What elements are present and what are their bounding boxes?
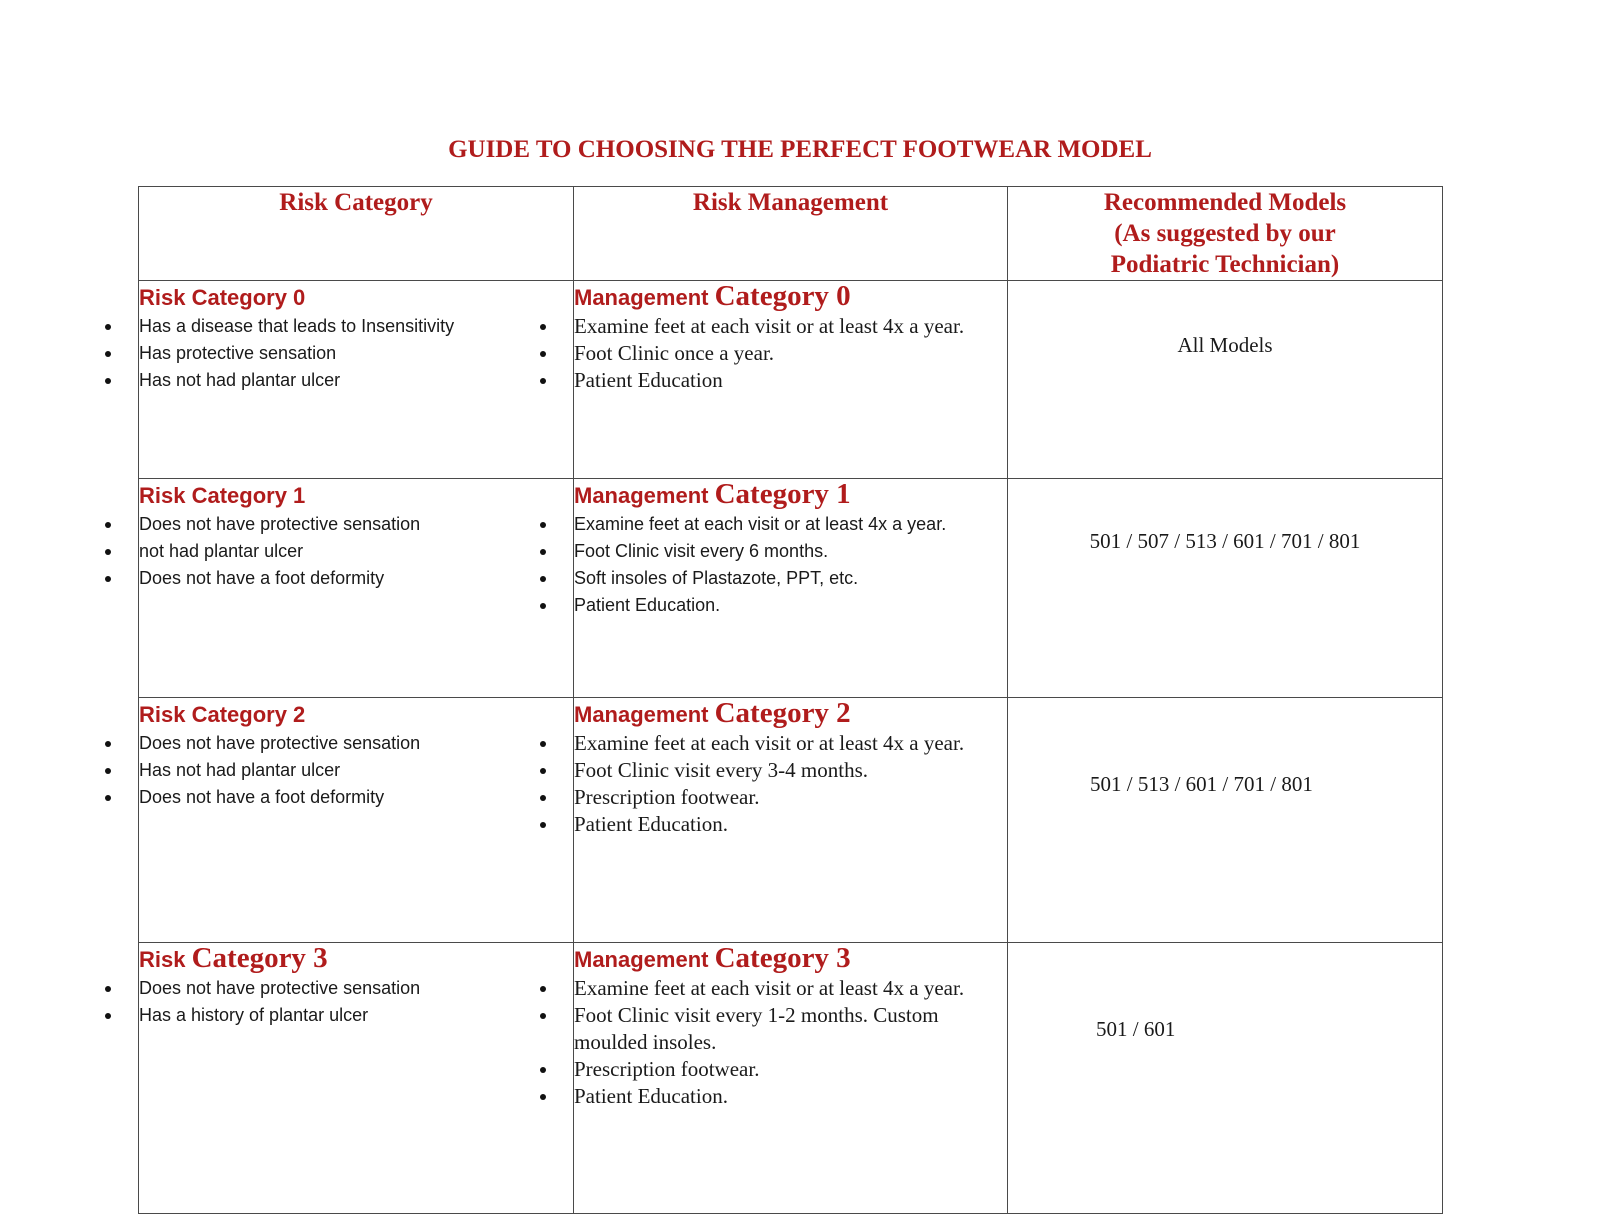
list-item: Has a history of plantar ulcer bbox=[139, 1002, 573, 1029]
list-item: Has a disease that leads to Insensitivity bbox=[139, 313, 573, 340]
table-row bbox=[139, 698, 1443, 943]
risk-category-heading: Risk Category 2 bbox=[139, 702, 306, 727]
list-item: not had plantar ulcer bbox=[139, 538, 573, 565]
footwear-guide-table bbox=[138, 186, 1443, 1214]
list-item: Foot Clinic visit every 6 months. bbox=[574, 538, 995, 565]
models-cell bbox=[1008, 479, 1443, 698]
list-item: Patient Education. bbox=[574, 811, 995, 838]
table-row bbox=[139, 281, 1443, 479]
document-title: GUIDE TO CHOOSING THE PERFECT FOOTWEAR MODEL bbox=[448, 136, 1152, 163]
header-risk-category: Risk Category bbox=[139, 187, 574, 281]
list-item: Patient Education bbox=[574, 367, 995, 394]
management-category-heading: Management Category 1 bbox=[574, 478, 851, 510]
management-steps-list bbox=[574, 313, 1007, 394]
list-item: Does not have a foot deformity bbox=[139, 784, 573, 811]
models-cell bbox=[1008, 698, 1443, 943]
list-item: Examine feet at each visit or at least 4x a year. bbox=[574, 730, 995, 757]
risk-category-heading: Risk Category 1 bbox=[139, 483, 306, 508]
list-item: Foot Clinic visit every 3-4 months. bbox=[574, 757, 995, 784]
table-row bbox=[139, 479, 1443, 698]
list-item: Has protective sensation bbox=[139, 340, 573, 367]
risk-cell bbox=[139, 698, 574, 943]
risk-cell bbox=[139, 281, 574, 479]
risk-category-heading: Risk Category 0 bbox=[139, 285, 306, 310]
management-cell bbox=[574, 698, 1008, 943]
management-steps-list bbox=[574, 975, 1007, 1110]
risk-criteria-list bbox=[139, 975, 573, 1029]
list-item: Examine feet at each visit or at least 4x a year. bbox=[574, 313, 995, 340]
management-category-heading: Management Category 2 bbox=[574, 697, 851, 729]
risk-criteria-list bbox=[139, 730, 573, 811]
management-steps-list bbox=[574, 730, 1007, 838]
management-cell bbox=[574, 281, 1008, 479]
list-item: Does not have protective sensation bbox=[139, 511, 573, 538]
list-item: Does not have protective sensation bbox=[139, 730, 573, 757]
list-item: Does not have a foot deformity bbox=[139, 565, 573, 592]
management-cell bbox=[574, 479, 1008, 698]
header-risk-management: Risk Management bbox=[574, 187, 1008, 281]
header-models-line3: Podiatric Technician) bbox=[1110, 251, 1340, 278]
list-item: Does not have protective sensation bbox=[139, 975, 573, 1002]
management-steps-list bbox=[574, 511, 1007, 619]
header-models-line2: (As suggested by our bbox=[1114, 220, 1336, 247]
management-cell bbox=[574, 943, 1008, 1214]
management-category-heading: Management Category 3 bbox=[574, 942, 851, 974]
risk-criteria-list bbox=[139, 313, 573, 394]
list-item: Examine feet at each visit or at least 4x a year. bbox=[574, 511, 995, 538]
list-item: Examine feet at each visit or at least 4x a year. bbox=[574, 975, 995, 1002]
list-item: Has not had plantar ulcer bbox=[139, 757, 573, 784]
models-cell bbox=[1008, 943, 1443, 1214]
list-item: Patient Education. bbox=[574, 1083, 995, 1110]
risk-category-heading: Risk Category 3 bbox=[139, 942, 328, 974]
list-item: Soft insoles of Plastazote, PPT, etc. bbox=[574, 565, 995, 592]
list-item: Prescription footwear. bbox=[574, 1056, 995, 1083]
recommended-models-value: All Models bbox=[1177, 333, 1273, 357]
header-row bbox=[139, 187, 1443, 281]
header-recommended-models bbox=[1008, 187, 1443, 281]
list-item: Has not had plantar ulcer bbox=[139, 367, 573, 394]
risk-criteria-list bbox=[139, 511, 573, 592]
management-category-heading: Management Category 0 bbox=[574, 280, 851, 312]
recommended-models-value: 501 / 601 bbox=[1096, 1017, 1176, 1041]
recommended-models-value: 501 / 513 / 601 / 701 / 801 bbox=[1090, 772, 1313, 796]
list-item: Prescription footwear. bbox=[574, 784, 995, 811]
recommended-models-value: 501 / 507 / 513 / 601 / 701 / 801 bbox=[1089, 529, 1361, 553]
list-item: Foot Clinic once a year. bbox=[574, 340, 995, 367]
list-item: Foot Clinic visit every 1-2 months. Custom moulded insoles. bbox=[574, 1002, 995, 1056]
models-cell bbox=[1008, 281, 1443, 479]
risk-cell bbox=[139, 943, 574, 1214]
header-models-line1: Recommended Models bbox=[1103, 189, 1347, 216]
table-row bbox=[139, 943, 1443, 1214]
list-item: Patient Education. bbox=[574, 592, 995, 619]
risk-cell bbox=[139, 479, 574, 698]
